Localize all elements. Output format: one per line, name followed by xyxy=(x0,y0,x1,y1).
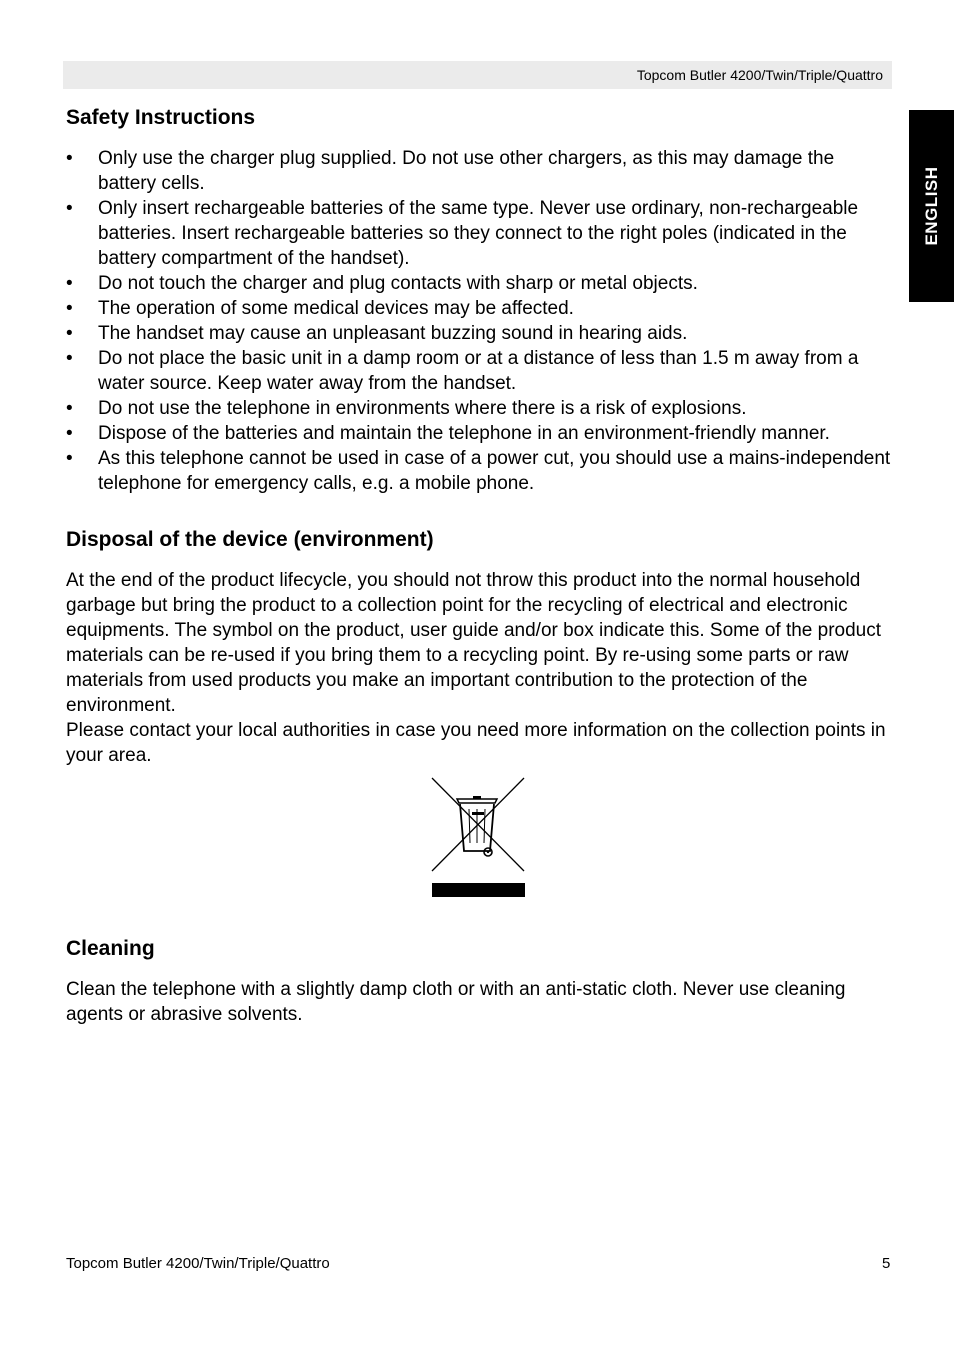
list-item: • Dispose of the batteries and maintain the telephone in an environment-friendly manner. xyxy=(66,421,892,446)
list-item: • Only insert rechargeable batteries of the same type. Never use ordinary, non-rechargeable batteries. Insert rechargeable batteries so they connect to the right poles (indicated in the battery compartment of the handset). xyxy=(66,196,892,271)
language-tab xyxy=(909,110,954,302)
weee-symbol xyxy=(66,777,892,905)
cleaning-section xyxy=(66,935,892,1027)
list-item: • As this telephone cannot be used in case of a power cut, you should use a mains-independent telephone for emergency calls, e.g. a mobile phone. xyxy=(66,446,892,496)
crossed-out-wheelie-bin-icon xyxy=(431,777,526,899)
safety-section xyxy=(66,104,892,496)
list-item: • Do not touch the charger and plug contacts with sharp or metal objects. xyxy=(66,271,892,296)
footer-title: Topcom Butler 4200/Twin/Triple/Quattro xyxy=(66,1255,330,1272)
page-content xyxy=(66,104,892,1027)
page-number: 5 xyxy=(882,1255,891,1272)
language-tab-label: ENGLISH xyxy=(921,166,941,246)
safety-heading: Safety Instructions xyxy=(66,106,256,129)
cleaning-paragraph: Clean the telephone with a slightly damp cloth or with an anti-static cloth. Never use cleaning agents or abrasive solvents. xyxy=(66,979,846,1025)
list-item: • Do not place the basic unit in a damp room or at a distance of less than 1.5 m away from a water source. Keep water away from the handset. xyxy=(66,346,892,396)
header-title: Topcom Butler 4200/Twin/Triple/Quattro xyxy=(636,67,883,83)
cleaning-heading: Cleaning xyxy=(66,937,155,960)
disposal-section xyxy=(66,526,892,905)
disposal-contact-paragraph: Please contact your local authorities in case you need more information on the collection points in your area. xyxy=(66,720,886,766)
list-item: • Only use the charger plug supplied. Do not use other chargers, as this may damage the battery cells. xyxy=(66,146,892,196)
disposal-paragraph: At the end of the product lifecycle, you should not throw this product into the normal household garbage but bring the product to a collection point for the recycling of electrical and electronic equipments. The symbol on the product, user guide and/or box indicate this. Some of the product materials can be re-used if you bring them to a recycling point. By re-using some parts or raw materials from used products you make an important contribution to the protection of the environment. xyxy=(66,570,882,716)
list-item: • The operation of some medical devices may be affected. xyxy=(66,296,892,321)
list-item: • Do not use the telephone in environments where there is a risk of explosions. xyxy=(66,396,892,421)
safety-list xyxy=(66,146,892,496)
list-item: • The handset may cause an unpleasant buzzing sound in hearing aids. xyxy=(66,321,892,346)
page-header-bar xyxy=(63,61,892,89)
disposal-heading: Disposal of the device (environment) xyxy=(66,528,434,551)
